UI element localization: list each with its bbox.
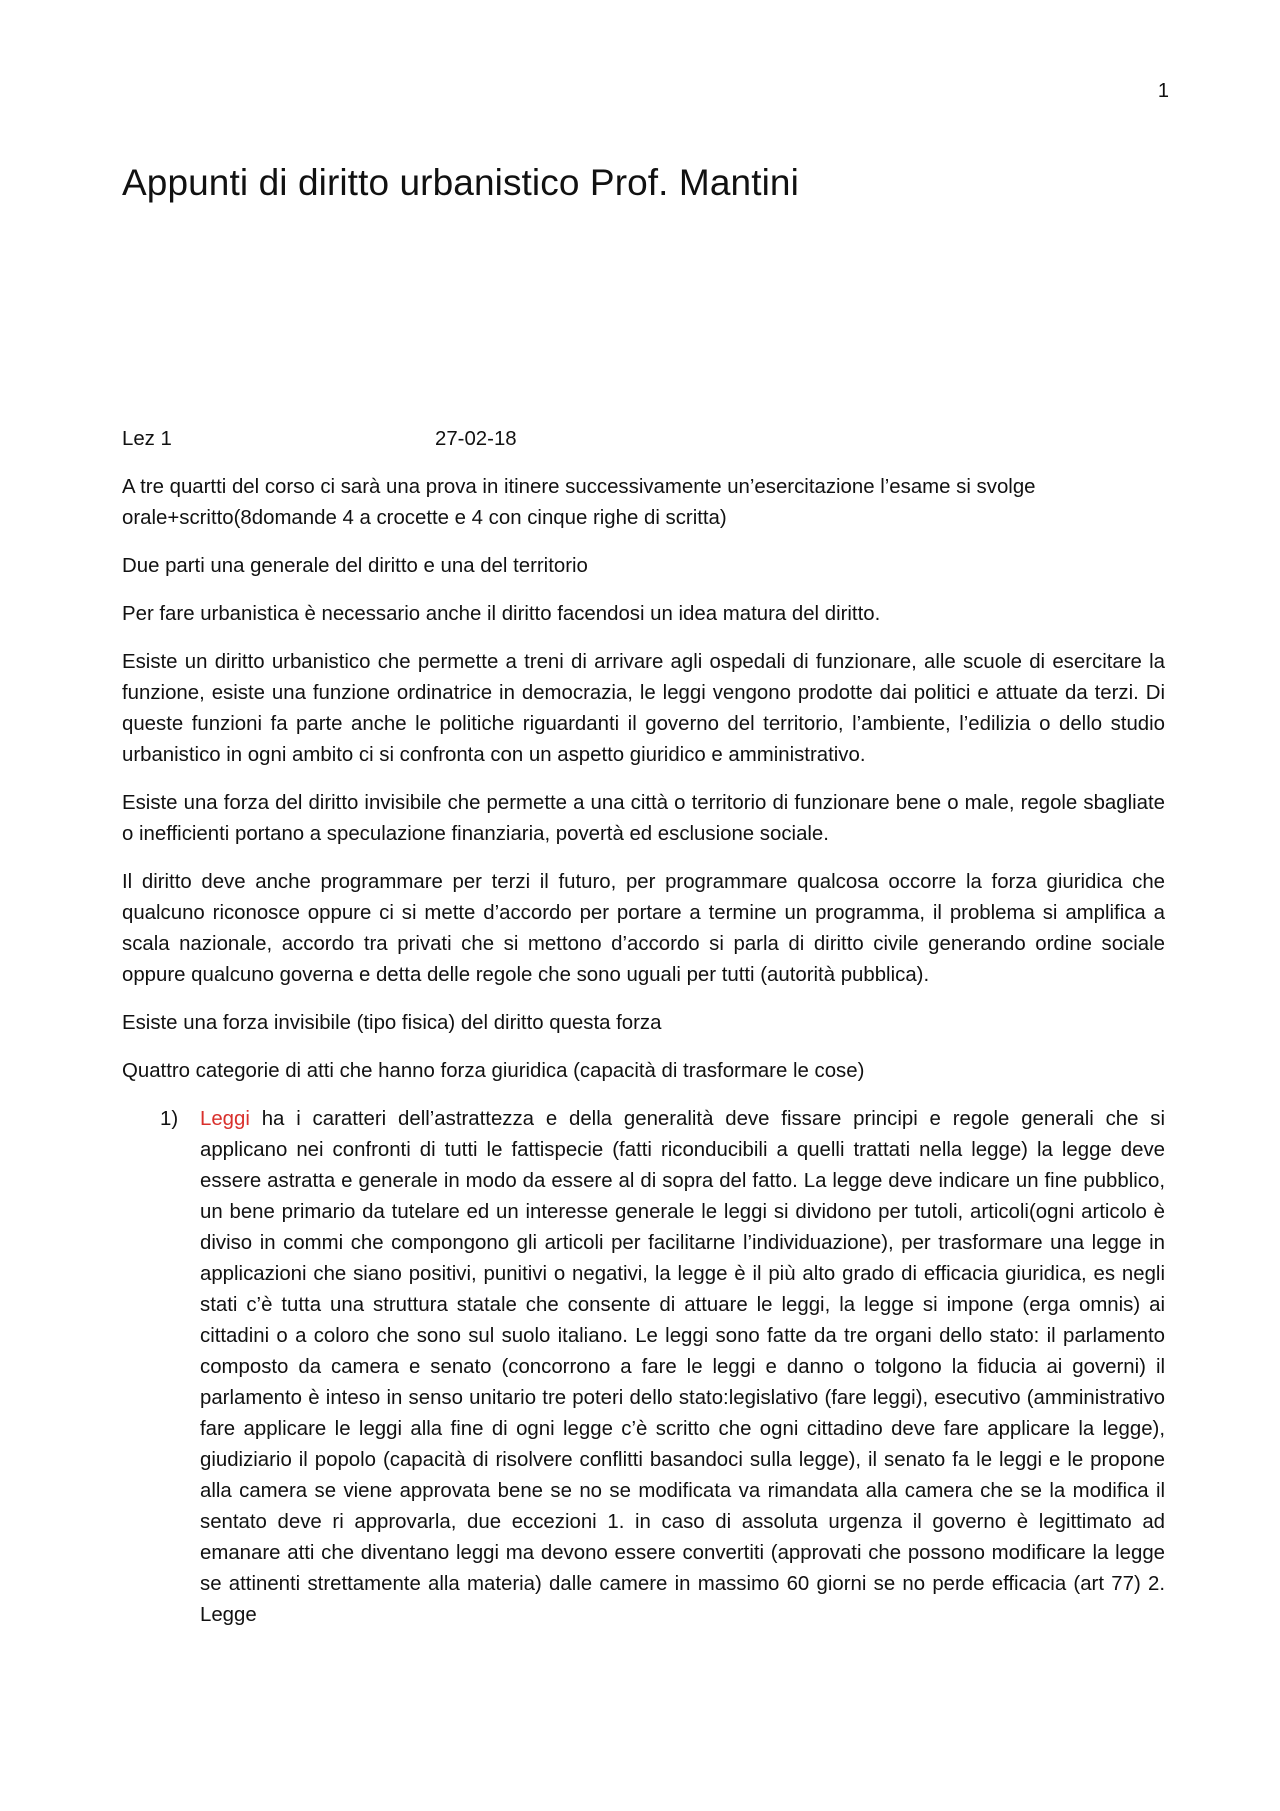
list-item-body xyxy=(200,1104,1165,1631)
list-item-text: ha i caratteri dell’astrattezza e della generalità deve fissare principi e regole generali che si applicano nei confronti di tutti le fattispecie (fatti riconducibili a quelli trattati nella legge) la legge deve essere astratta e generale in modo da essere al di sopra del fatto. La legge deve indicare un fine pubblico, un bene primario da tutelare ed un interesse generale le leggi si dividono per tutoli, articoli(ogni articolo è diviso in commi che compongono gli articoli per facilitarne l’individuazione), per trasformare una legge in applicazioni che siano positivi, punitivi o negativi, la legge è il più alto grado di efficacia giuridica, es negli stati c’è tutta una struttura statale che consente di attuare le leggi, la legge si impone (erga omnis) ai cittadini o a coloro che sono sul suolo italiano. Le leggi sono fatte da tre organi dello stato: il parlamento composto da camera e senato (concorrono a fare le leggi e danno o tolgono la fiducia ai governi) il parlamento è inteso in senso unitario tre poteri dello stato:legislativo (fare leggi), esecutivo (amministrativo fare applicare le leggi alla fine di ogni legge c’è scritto che ogni cittadino deve fare applicare la legge), giudiziario il popolo (capacità di risolvere conflitti basandoci sulla legge), il senato fa le leggi e le propone alla camera se viene approvata bene se no se modificata va rimandata alla camera che se la modifica il sentato deve ri approvarla, due eccezioni 1. in caso di assoluta urgenza il governo è legittimato ad emanare atti che diventano leggi ma devono essere convertiti (approvati che possono modificare la legge se attinenti strettamente alla materia) dalle camere in massimo 60 giorni se no perde efficacia (art 77) 2. Legge xyxy=(200,1108,1165,1626)
paragraph: A tre quartti del corso ci sarà una prova in itinere successivamente un’esercitazione l’esame si svolge orale+scritto(8domande 4 a crocette e 4 con cinque righe di scritta) xyxy=(122,476,1036,529)
lesson-label: Lez 1 xyxy=(122,428,172,450)
list-marker: 1) xyxy=(160,1108,179,1130)
lesson-header xyxy=(122,424,1165,455)
paragraph: Il diritto deve anche programmare per terzi il futuro, per programmare qualcosa occorre la forza giuridica che qualcuno riconosce oppure ci si mette d’accordo per portare a termine un programma, il problema si amplifica a scala nazionale, accordo tra privati che si mettono d’accordo si parla di diritto civile generando ordine sociale oppure qualcuno governa e detta delle regole che sono uguali per tutti (autorità pubblica). xyxy=(122,871,1165,986)
numbered-list xyxy=(122,1104,1165,1631)
highlighted-term: Leggi xyxy=(200,1108,250,1130)
paragraph: Esiste un diritto urbanistico che permette a treni di arrivare agli ospedali di funzionare, alle scuole di esercitare la funzione, esiste una funzione ordinatrice in democrazia, le leggi vengono prodotte dai politici e attuate da terzi. Di queste funzioni fa parte anche le politiche riguardanti il governo del territorio, l’ambiente, l’edilizia o dello studio urbanistico in ogni ambito ci si confronta con un aspetto giuridico e amministrativo. xyxy=(122,651,1165,766)
paragraph: Esiste una forza del diritto invisibile che permette a una città o territorio di funzionare bene o male, regole sbagliate o inefficienti portano a speculazione finanziaria, povertà ed esclusione sociale. xyxy=(122,792,1165,845)
paragraph: Per fare urbanistica è necessario anche il diritto facendosi un idea matura del diritto. xyxy=(122,603,881,625)
paragraph: Due parti una generale del diritto e una del territorio xyxy=(122,555,588,577)
document-title: Appunti di diritto urbanistico Prof. Mantini xyxy=(122,162,799,203)
paragraph: Esiste una forza invisibile (tipo fisica) del diritto questa forza xyxy=(122,1012,662,1034)
paragraph: Quattro categorie di atti che hanno forza giuridica (capacità di trasformare le cose) xyxy=(122,1060,865,1082)
list-item xyxy=(122,1104,1165,1631)
lesson-date: 27-02-18 xyxy=(435,428,517,450)
page-number: 1 xyxy=(1157,80,1169,102)
document-body xyxy=(122,424,1165,1631)
